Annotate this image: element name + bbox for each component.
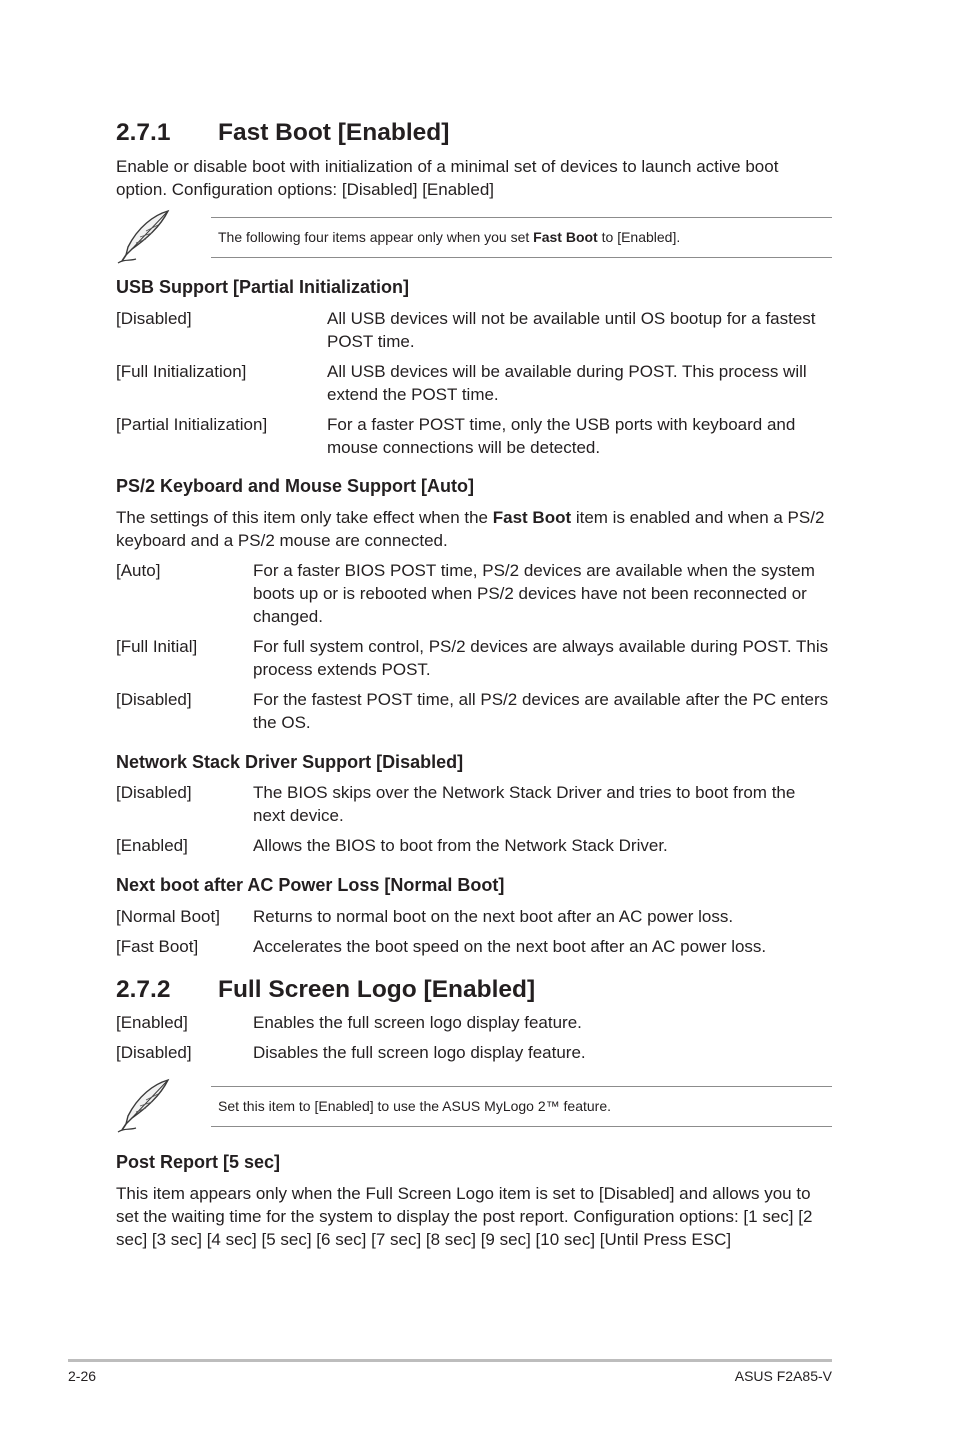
post-report-heading: Post Report [5 sec] [116, 1152, 281, 1172]
option-key: [Enabled] [116, 1013, 188, 1032]
pen-note-icon [116, 1078, 172, 1134]
page-number: 2-26 [68, 1368, 97, 1384]
option-desc: Accelerates the boot speed on the next boot after an AC power loss. [253, 937, 767, 956]
network-stack-heading: Network Stack Driver Support [Disabled] [116, 752, 464, 772]
note-box-fast-boot [116, 209, 832, 265]
option-key: [Disabled] [116, 783, 192, 802]
option-key: [Disabled] [116, 690, 192, 709]
option-key: [Partial Initialization] [116, 415, 268, 434]
option-desc: Disables the full screen logo display feature. [253, 1043, 586, 1062]
ps2-support-description: The settings of this item only take effect when the Fast Boot item is enabled and when a PS/2 keyboard and a PS/2 mouse are connected. [116, 508, 825, 550]
note-text: Set this item to [Enabled] to use the ASUS MyLogo 2™ feature. [218, 1098, 611, 1114]
note-bold-term: Fast Boot [533, 229, 598, 245]
ps2-support-heading: PS/2 Keyboard and Mouse Support [Auto] [116, 476, 475, 496]
option-desc: Allows the BIOS to boot from the Network Stack Driver. [253, 836, 668, 855]
option-desc: For a faster POST time, only the USB ports with keyboard and mouse connections will be detected. [327, 415, 796, 457]
product-name: ASUS F2A85-V [734, 1368, 832, 1384]
option-desc: All USB devices will be available during POST. This process will extend the POST time. [327, 362, 807, 404]
option-desc: All USB devices will not be available until OS bootup for a fastest POST time. [327, 309, 816, 351]
section-number: 2.7.1 [116, 119, 171, 146]
note-rule-box [211, 1086, 832, 1127]
option-key: [Disabled] [116, 309, 192, 328]
section-number: 2.7.2 [116, 976, 171, 1003]
next-boot-heading: Next boot after AC Power Loss [Normal Boot] [116, 875, 505, 895]
section-heading-fast-boot [116, 118, 449, 148]
note-text: The following four items appear only when you set Fast Boot to [Enabled]. [218, 229, 681, 245]
option-desc: For the fastest POST time, all PS/2 devices are available after the PC enters the OS. [253, 690, 829, 732]
usb-support-heading: USB Support [Partial Initialization] [116, 277, 410, 297]
pen-note-icon [116, 209, 172, 265]
section-title: Fast Boot [Enabled] [218, 119, 450, 146]
option-desc: For a faster BIOS POST time, PS/2 devices are available when the system boots up or is rebooted when PS/2 devices have not been reconnected or changed. [253, 561, 815, 626]
note-rule-box [211, 217, 832, 258]
bold-term: Fast Boot [492, 508, 572, 527]
post-report-description: This item appears only when the Full Screen Logo item is set to [Disabled] and allows you to set the waiting time for the system to display the post report. Configuration options: [1 sec] [2 sec] [3 sec] [4 sec] [5 sec] [6 sec] [7 sec] [8 sec] [9 sec] [10 sec] [Until Press ESC] [116, 1184, 813, 1249]
option-desc: The BIOS skips over the Network Stack Driver and tries to boot from the next device. [253, 783, 796, 825]
option-key: [Disabled] [116, 1043, 192, 1062]
option-key: [Full Initial] [116, 637, 198, 656]
footer-divider [68, 1359, 832, 1362]
option-key: [Normal Boot] [116, 907, 220, 926]
option-desc: Enables the full screen logo display feature. [253, 1013, 582, 1032]
option-key: [Auto] [116, 561, 161, 580]
note-box-mylogo [116, 1078, 832, 1134]
option-key: [Enabled] [116, 836, 188, 855]
section-heading-full-screen-logo [116, 975, 535, 1005]
option-desc: Returns to normal boot on the next boot after an AC power loss. [253, 907, 734, 926]
option-key: [Fast Boot] [116, 937, 199, 956]
option-key: [Full Initialization] [116, 362, 247, 381]
section-title: Full Screen Logo [Enabled] [218, 976, 536, 1003]
fast-boot-description: Enable or disable boot with initialization of a minimal set of devices to launch active boot option. Configuration options: [Disabled] [Enabled] [116, 157, 779, 199]
option-desc: For full system control, PS/2 devices are always available during POST. This process extends POST. [253, 637, 829, 679]
